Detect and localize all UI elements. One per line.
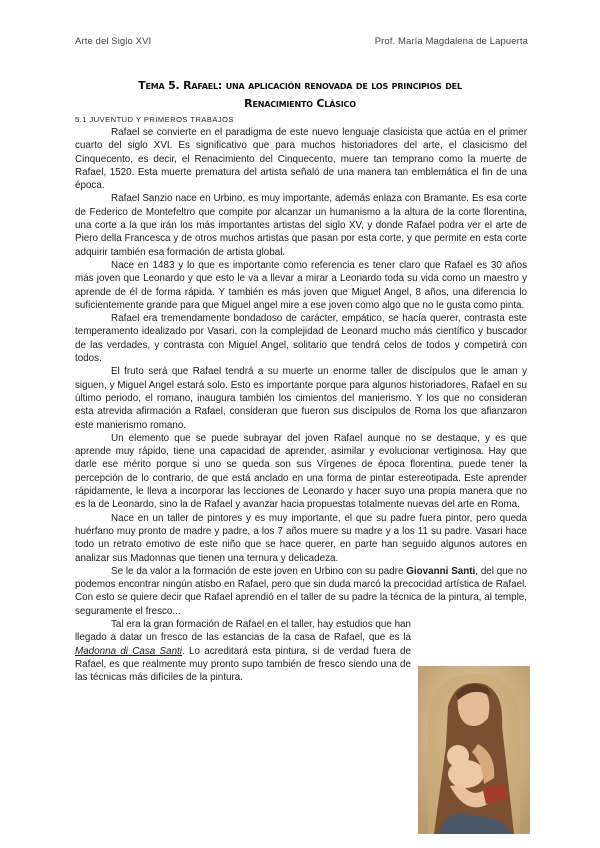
body-text <box>75 126 527 684</box>
wrapped-text <box>75 618 411 684</box>
paragraph: Un elemento que se puede subrayar del joven Rafael aunque no se destaque, y es que aprende muy rápido, tiene una capacidad de aprender, asimilar y evolucionar vertiginosa. Hay que darle ese mérito porque si uno se queda son sus Vírgenes de época florentina, puede tener la percepción de lo contrario, de que está anclado en una forma de pintar estereotipada. Este aprender rápidamente, le lleva a incorporar las lecciones de Leonardo y hacer suyo una propia manera que no es la de Leonardo, sino la de Rafael y avanzar hacia propuestas totalmente nuevas del arte en Roma. <box>75 432 527 511</box>
title-line-2: Renacimiento Clásico <box>244 97 356 110</box>
madonna-fresco-image <box>418 666 530 834</box>
header-course: Arte del Siglo XVI <box>75 36 152 47</box>
madonna-di-casa-santi-link[interactable]: Madonna di Casa Santi <box>75 645 182 657</box>
paragraph: Nace en un taller de pintores y es muy importante, el que su padre fuera pintor, pero queda huérfano muy pronto de madre y padre, a los 7 años muere su madre y a los 11 su padre. Vasari hace todo un retrato emotivo de este niño que se hace querer, en parte han seguido algunos autores en analizar sus Madonnas que tienen una ternura y delicadeza. <box>75 512 527 564</box>
paragraph: Rafael se convierte en el paradigma de este nuevo lenguaje clasicista que actúa en el primer cuarto del siglo XVI. Es significativo que para muchos historiadores del arte, el clasicismo del Cinquecento, es decir, el Renacimiento del Cinquecento, muere tan temprano como la muerte de Rafael, 1520. Esta muerte prematura del artista señaló de una manera tan emblemática el fin de una época. <box>75 127 527 192</box>
giovanni-santi-name: Giovanni Santi <box>406 565 476 577</box>
chapter-title <box>70 77 530 113</box>
header-professor: Prof. María Magdalena de Lapuerta <box>374 36 528 47</box>
paragraph: Rafael Sanzio nace en Urbino, es muy importante, además enlaza con Bramante. Es esa corte de Federico de Montefeltro que compite por alcanzar un humanismo a la altura de la corte florentina, una corte a la que irán los más importantes artistas del siglo XV, y donde Rafael podra ver el arte de Piero della Francesca y de otros muchos artistas que pasan por esta corte, y que permite en esta corte adquirir también esa formación de artista global. <box>75 193 527 258</box>
page-header <box>75 36 528 47</box>
paragraph: El fruto será que Rafael tendrá a su muerte un enorme taller de discípulos que le aman y siguen, y Miguel Angel estará solo. Esto es importante porque para algunos historiadores, Rafael en su último periodo, el romano, inaugura también los cimientos del manierismo. Y los que no consideran esta atrevida afirmación a Rafael, consideran que fueron sus discípulos de Roma los que afianzaron este manierismo romano. <box>75 366 527 431</box>
title-line-1: Tema 5. Rafael: una aplicación renovada de los principios del <box>138 79 462 92</box>
section-heading: 5.1 JUVENTUD Y PRIMEROS TRABAJOS <box>75 115 234 124</box>
paragraph: Nace en 1483 y lo que es importante como referencia es tener claro que Rafael es 30 años más joven que Leonardo y que esto le va a llevar a mirar a Leonardo toda su vida como un maestro y aprende de él de forma rápida. Y también es más joven que Miguel Angel, 8 años, una diferencia lo suficientemente grande para que Miguel angel mire a ese joven como algo que no le gusta como pinta. <box>75 259 527 311</box>
paragraph-giovanni-santi: Se le da valor a la formación de este joven en Urbino con su padre Giovanni Santi, del que no podemos encontrar ningún atisbo en Rafael, pero que sin duda marcó la precocidad artística de Rafael. Con esto se quiere decir que Rafael aprendió en el taller de su padre la técnica de la pintura, al temple, seguramente el fresco... <box>75 565 527 617</box>
paragraph: Rafael era tremendamente bondadoso de carácter, empático, se hacía querer, contrasta este temperamento idealizado por Vasari, con la complejidad de Leonard mucho más científico y buscador de las verdades, y contrasta con Miguel Angel, solitario que tendrá celos de todos y competirá con todos. <box>75 313 527 365</box>
paragraph-madonna: Tal era la gran formación de Rafael en el taller, hay estudios que han llegado a datar un fresco de las estancias de la casa de Rafael, que es la Madonna di Casa Santi. Lo acreditará esta pintura, si de verdad fuera de Rafael, es que realmente muy pronto supo también de fresco siendo una de las técnicas más difíciles de la pintura. <box>75 618 411 684</box>
madonna-painting-icon <box>418 666 530 834</box>
